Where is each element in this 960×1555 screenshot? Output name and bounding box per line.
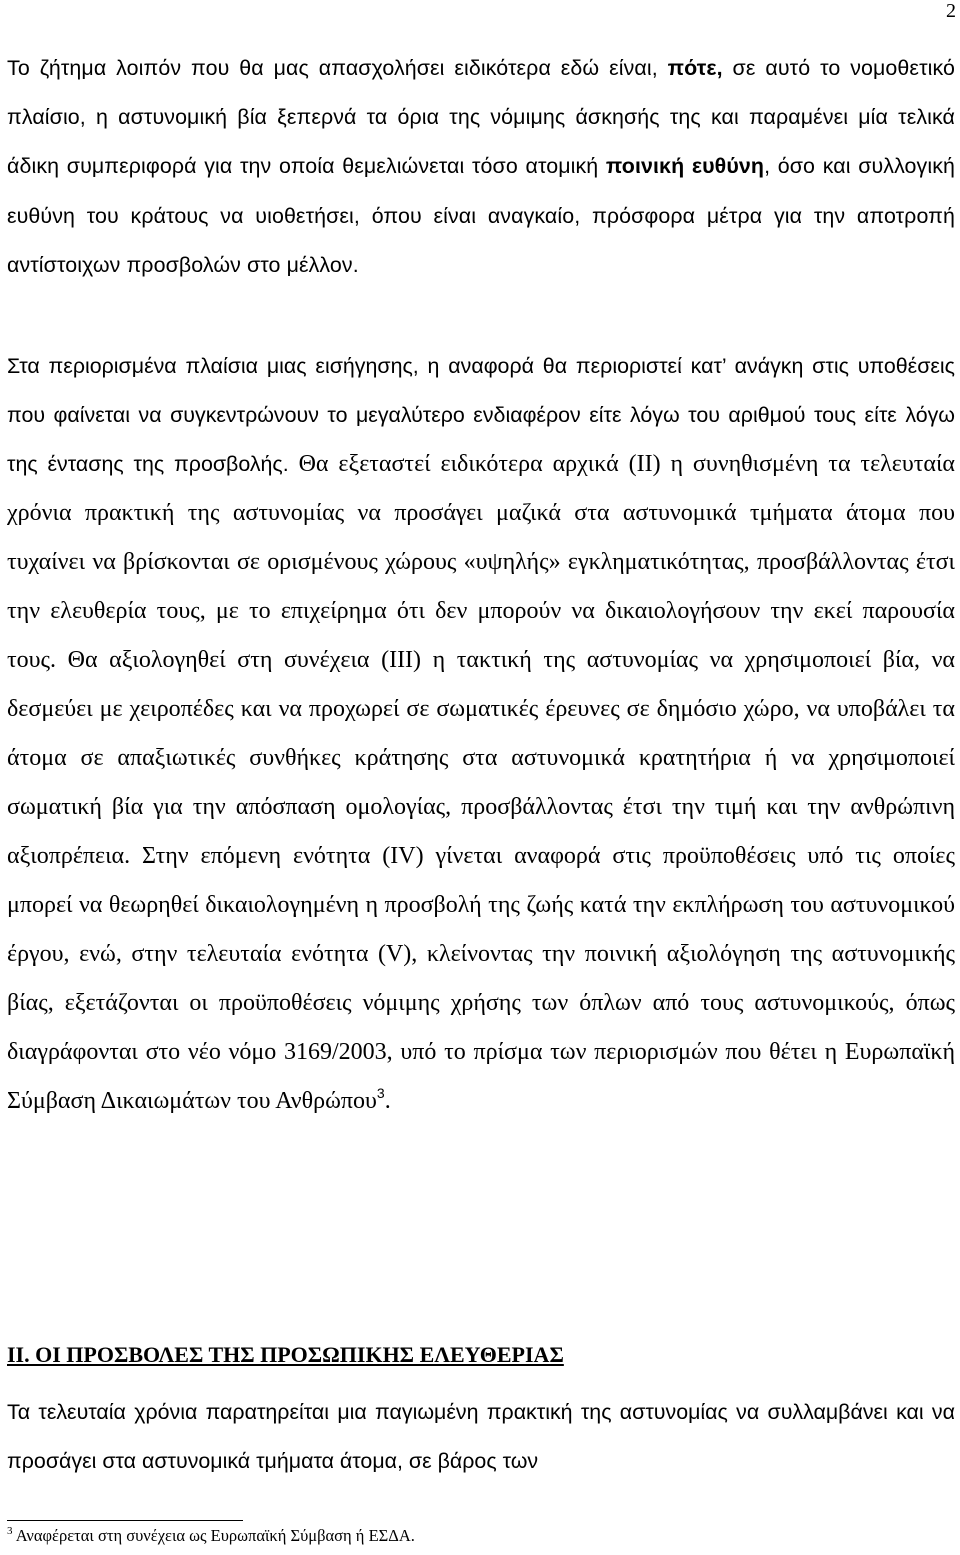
page-number: 2 <box>946 0 956 22</box>
footnote-reference[interactable]: 3 <box>376 1085 385 1101</box>
paragraph-section-start: Τα τελευταία χρόνια παρατηρείται μια παγιωμένη πρακτική της αστυνομίας να συλλαμβάνει και να προσάγει στα αστυνομικά τμήματα άτομα, σε βάρος των <box>7 1400 955 1473</box>
paragraph-intro <box>7 44 955 290</box>
footnote-number: 3 <box>7 1525 13 1537</box>
paragraph-intro-text-1: Το ζήτημα λοιπόν που θα μας απασχολήσει ειδικότερα εδώ είναι, <box>7 56 668 80</box>
paragraph-intro-bold-1: πότε, <box>667 56 723 80</box>
paragraph-outline-text-2: Θα εξεταστεί ειδικότερα αρχικά (ΙΙ) η συνηθισμένη τα τελευταία χρόνια πρακτική της αστυνομίας να προσάγει μαζικά στα αστυνομικά τμήματα άτομα που τυχαίνει να βρίσκονται σε ορισμένους χώρους «υψηλής» εγκληματικότητας, προσβάλλοντας έτσι την ελευθερία τους, με το επιχείρημα ότι δεν μπορούν να δικαιολογήσουν την εκεί παρουσία τους. Θα αξιολογηθεί στη συνέχεια (ΙΙΙ) η τακτική της αστυνομίας να χρησιμοποιεί βία, να δεσμεύει με χειροπέδες και να προχωρεί σε σωματικές έρευνες σε δημόσιο χώρο, να υποβάλει τα άτομα σε απαξιωτικές συνθήκες κράτησης στα αστυνομικά κρατητήρια ή να χρησιμοποιεί σωματική βία για την απόσπαση ομολογίας, προσβάλλοντας έτσι την τιμή και την ανθρώπινη αξιοπρέπεια. Στην επόμενη ενότητα (IV) γίνεται αναφορά στις προϋποθέσεις υπό τις οποίες μπορεί να θεωρηθεί δικαιολογημένη η προσβολή της ζωής κατά την εκπλήρωση του αστυνομικού έργου, ενώ, στην τελευταία ενότητα (V), κλείνοντας την ποινική αξιολόγηση της αστυνομικής βίας, εξετάζονται οι προϋποθέσεις νόμιμης χρήσης των όπλων από τους αστυνομικούς, όπως διαγράφονται στο νέο νόμο 3169/2003, υπό το πρίσμα των περιορισμών που θέτει η Ευρωπαϊκή Σύμβαση Δικαιωμάτων του Ανθρώπου <box>7 451 956 1114</box>
paragraph-outline-text-3: . <box>384 1088 391 1114</box>
footnote-text: Αναφέρεται στη συνέχεια ως Ευρωπαϊκή Σύμβαση ή ΕΣΔΑ. <box>12 1526 415 1545</box>
paragraph-intro-text-2: σε αυτό το νομοθετικό πλαίσιο, η αστυνομική βία ξεπερνά τα όρια της νόμιμης άσκησής της και παραμένει μία τελικά άδικη συμπεριφορά για την οποία θεμελιώνεται τόσο ατομική <box>7 56 955 179</box>
paragraph-intro-bold-2: ποινική ευθύνη <box>605 154 765 179</box>
footnote <box>7 1524 415 1548</box>
paragraph-outline <box>7 342 955 1126</box>
section-heading: ΙΙ. ΟΙ ΠΡΟΣΒΟΛΕΣ ΤΗΣ ΠΡΟΣΩΠΙΚΗΣ ΕΛΕΥΘΕΡΙΑΣ <box>7 1342 564 1367</box>
footnote-separator <box>7 1520 243 1521</box>
paragraph-intro-text-3: , όσο και συλλογική ευθύνη του κράτους να υιοθετήσει, όπου είναι αναγκαίο, πρόσφορα μέτρα για την αποτροπή αντίστοιχων προσβολών στο μέλλον. <box>7 154 955 277</box>
paragraph-outline-text-1: Στα περιορισμένα πλαίσια μιας εισήγησης, η αναφορά θα περιοριστεί κατ’ ανάγκη στις υποθέσεις που φαίνεται να συγκεντρώνουν το μεγαλύτερο ενδιαφέρον είτε λόγω του αριθμού τους είτε λόγω της έντασης της προσβολής. <box>7 354 955 476</box>
